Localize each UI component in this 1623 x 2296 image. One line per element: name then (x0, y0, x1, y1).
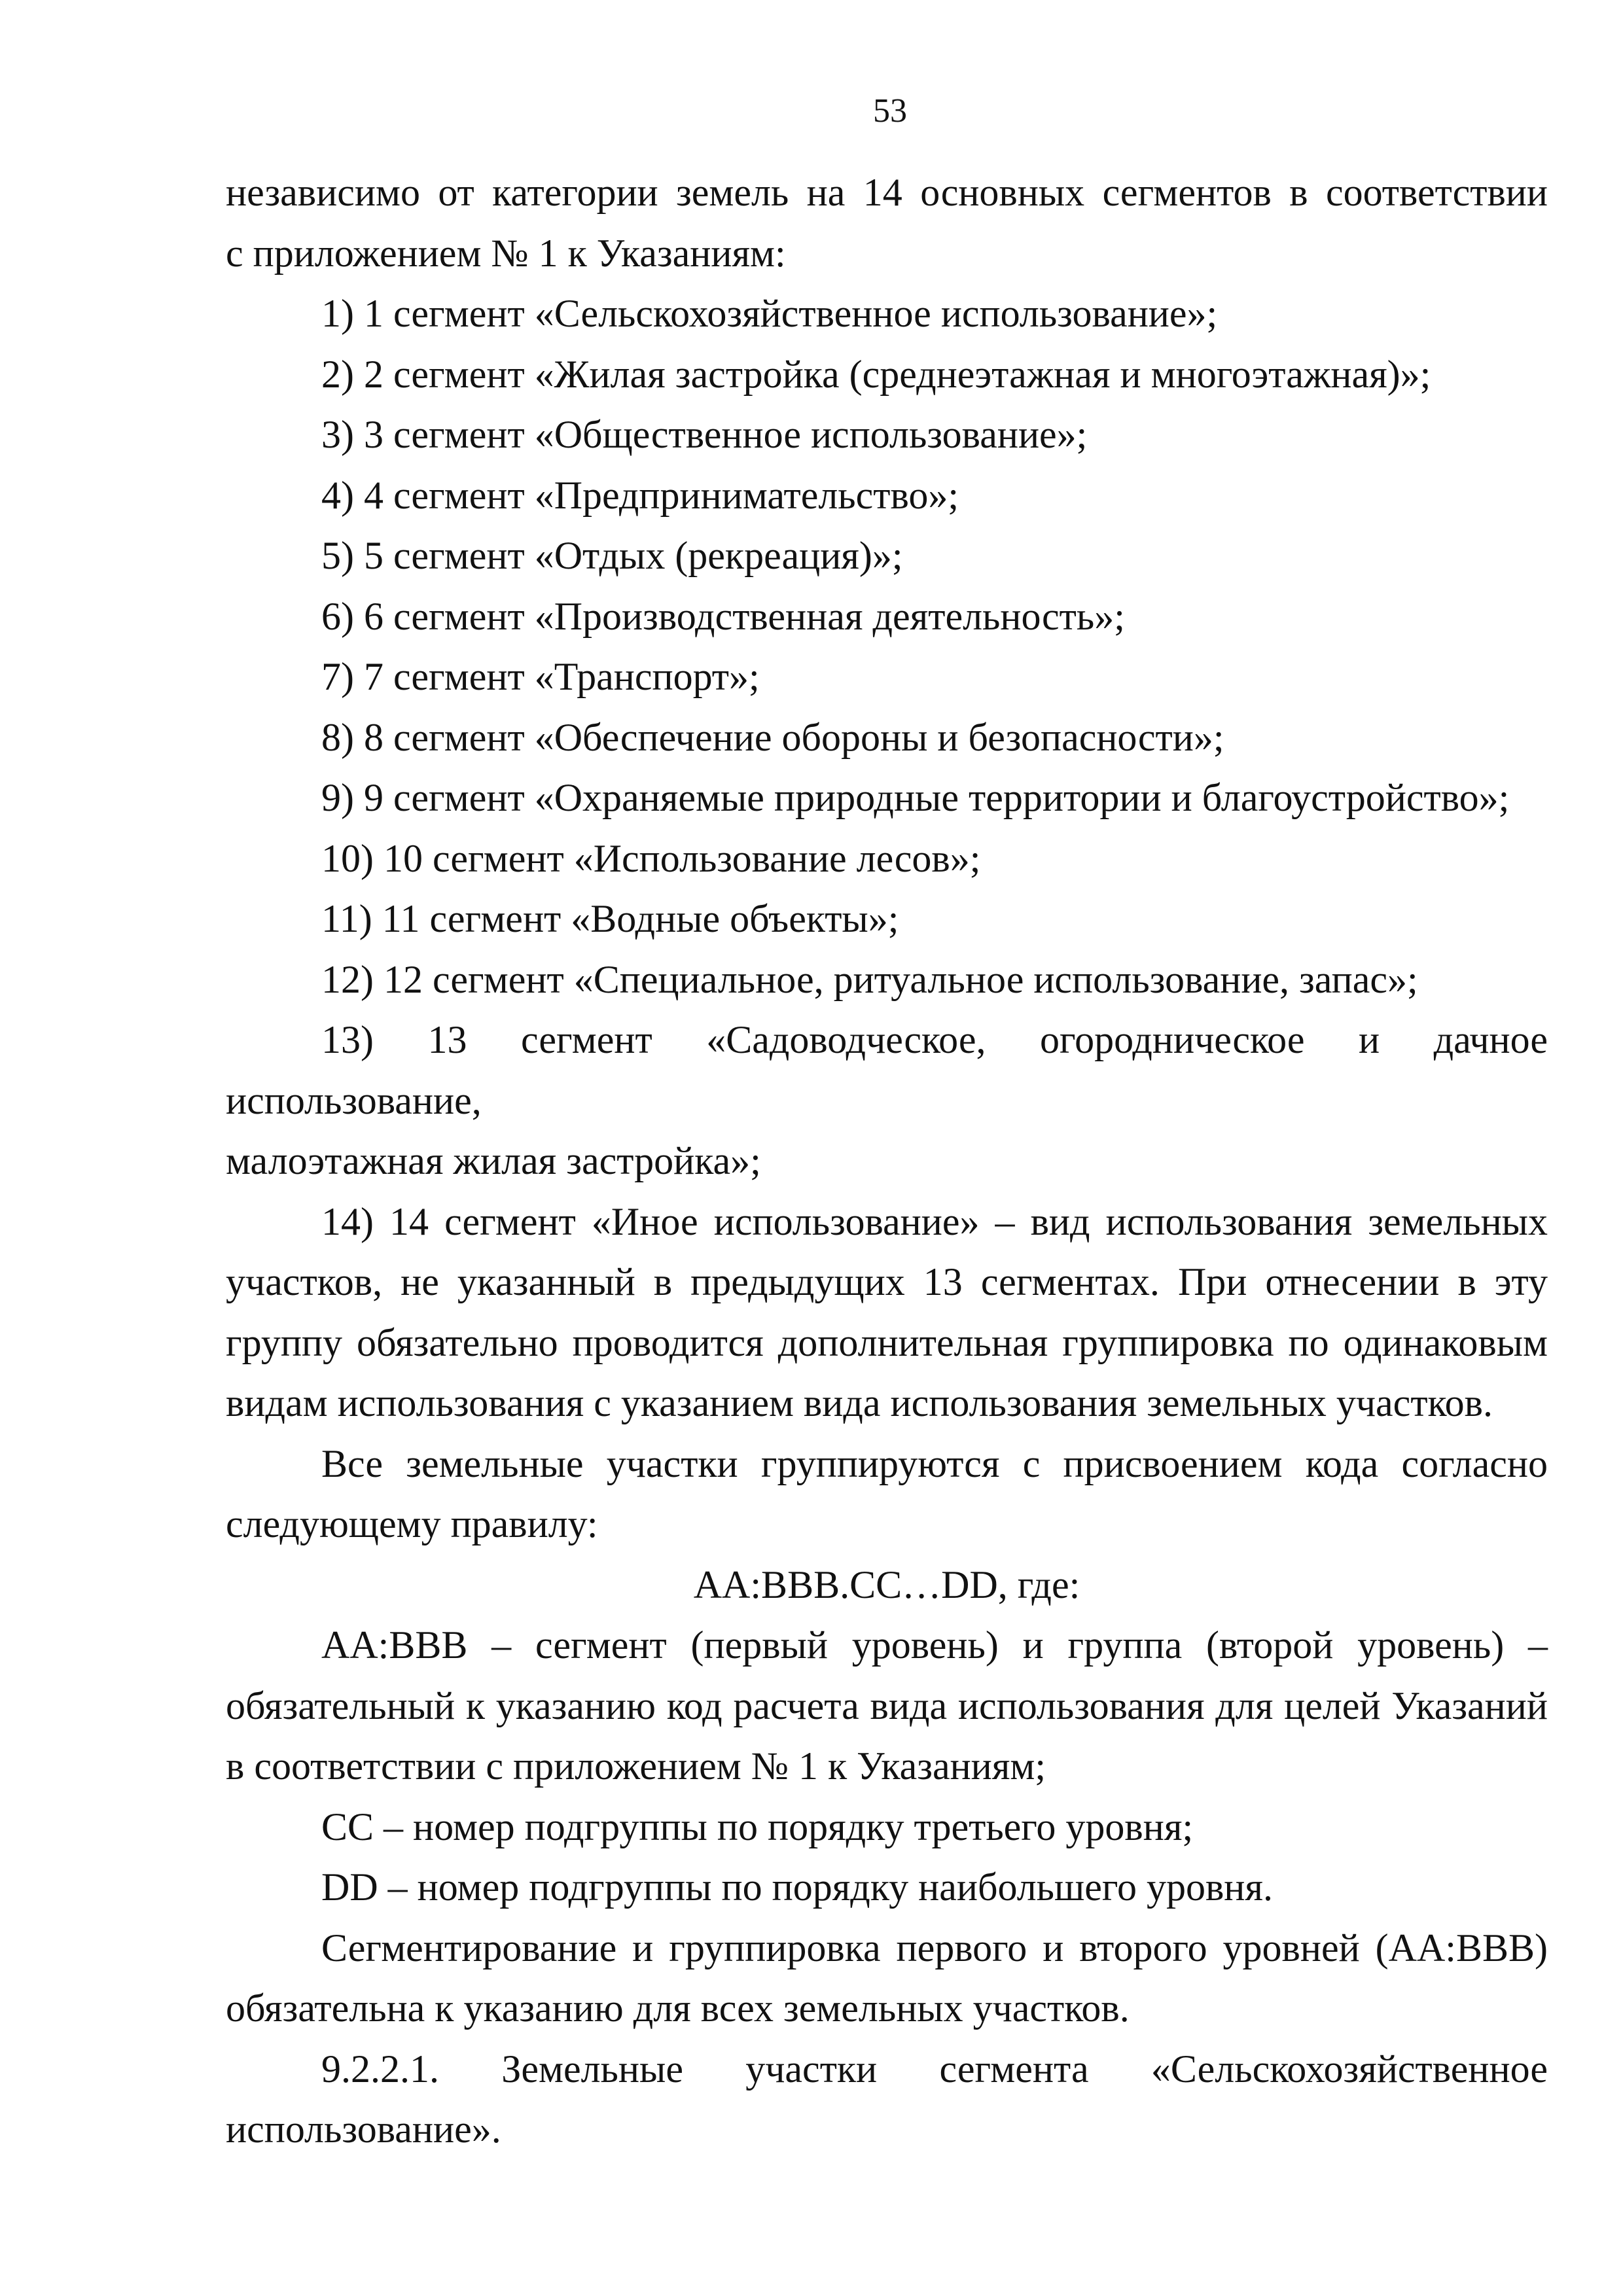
section-word: Земельные (501, 2047, 683, 2091)
definition-aa-line-3: в соответствии с приложением № 1 к Указаниям; (226, 1744, 1046, 1788)
intro-line-1: независимо от категории земель на 14 основных сегментов в соответствии (226, 171, 1548, 214)
grouping-line-1: Все земельные участки группируются с присвоением кода согласно (321, 1441, 1548, 1485)
segment-14-line-1: 14) 14 сегмент «Иное использование» – вид использования земельных (321, 1199, 1548, 1243)
segment-item: 11) 11 сегмент «Водные объекты»; (321, 897, 899, 940)
segment-item: 5) 5 сегмент «Отдых (рекреация)»; (321, 534, 903, 577)
grouping-line-2: следующему правилу: (226, 1502, 598, 1545)
segment-13-line-1: 13) 13 сегмент «Садоводческое, огородническое и дачное использование, (226, 1018, 1548, 1122)
section-number: 9.2.2.1. (321, 2047, 439, 2091)
segment-item: 8) 8 сегмент «Обеспечение обороны и безопасности»; (321, 715, 1224, 759)
page-number: 53 (873, 92, 907, 130)
segment-item: 7) 7 сегмент «Транспорт»; (321, 655, 760, 698)
segment-item: 6) 6 сегмент «Производственная деятельность»; (321, 594, 1125, 638)
document-body (226, 162, 1548, 2160)
segmentation-line-1: Сегментирование и группировка первого и второго уровней (АА:ВВВ) (321, 1926, 1548, 1969)
segment-14-line-2: участков, не указанный в предыдущих 13 сегментах. При отнесении в эту (226, 1260, 1548, 1303)
segment-item: 10) 10 сегмент «Использование лесов»; (321, 836, 981, 880)
segment-item: 3) 3 сегмент «Общественное использование»; (321, 413, 1088, 456)
segment-item: 4) 4 сегмент «Предпринимательство»; (321, 473, 959, 517)
section-heading-line-2: использование». (226, 2108, 501, 2151)
section-heading (226, 2039, 1548, 2100)
section-word: сегмента (939, 2047, 1089, 2091)
segment-item: 2) 2 сегмент «Жилая застройка (среднеэтажная и многоэтажная)»; (321, 352, 1431, 396)
definition-aa-line-1: АА:ВВВ – сегмент (первый уровень) и группа (второй уровень) – (321, 1623, 1548, 1667)
definition-dd: DD – номер подгруппы по порядку наибольшего уровня. (321, 1865, 1274, 1909)
code-format: АА:ВВВ.СС…DD, где: (693, 1563, 1080, 1606)
definition-cc: СС – номер подгруппы по порядку третьего уровня; (321, 1805, 1194, 1848)
segment-item: 12) 12 сегмент «Специальное, ритуальное использование, запас»; (321, 957, 1418, 1001)
section-word: участки (745, 2047, 878, 2091)
intro-line-2: с приложением № 1 к Указаниям: (226, 231, 786, 275)
segmentation-line-2: обязательна к указанию для всех земельных участков. (226, 1987, 1130, 2030)
segment-item: 1) 1 сегмент «Сельскохозяйственное использование»; (321, 292, 1218, 335)
segment-13-line-2: малоэтажная жилая застройка»; (226, 1139, 761, 1182)
segment-item: 9) 9 сегмент «Охраняемые природные территории и благоустройство»; (321, 776, 1510, 819)
section-word: «Сельскохозяйственное (1150, 2047, 1548, 2091)
segment-14-line-4: видам использования с указанием вида использования земельных участков. (226, 1381, 1493, 1424)
segment-14-line-3: группу обязательно проводится дополнительная группировка по одинаковым (226, 1320, 1548, 1364)
definition-aa-line-2: обязательный к указанию код расчета вида использования для целей Указаний (226, 1684, 1548, 1727)
